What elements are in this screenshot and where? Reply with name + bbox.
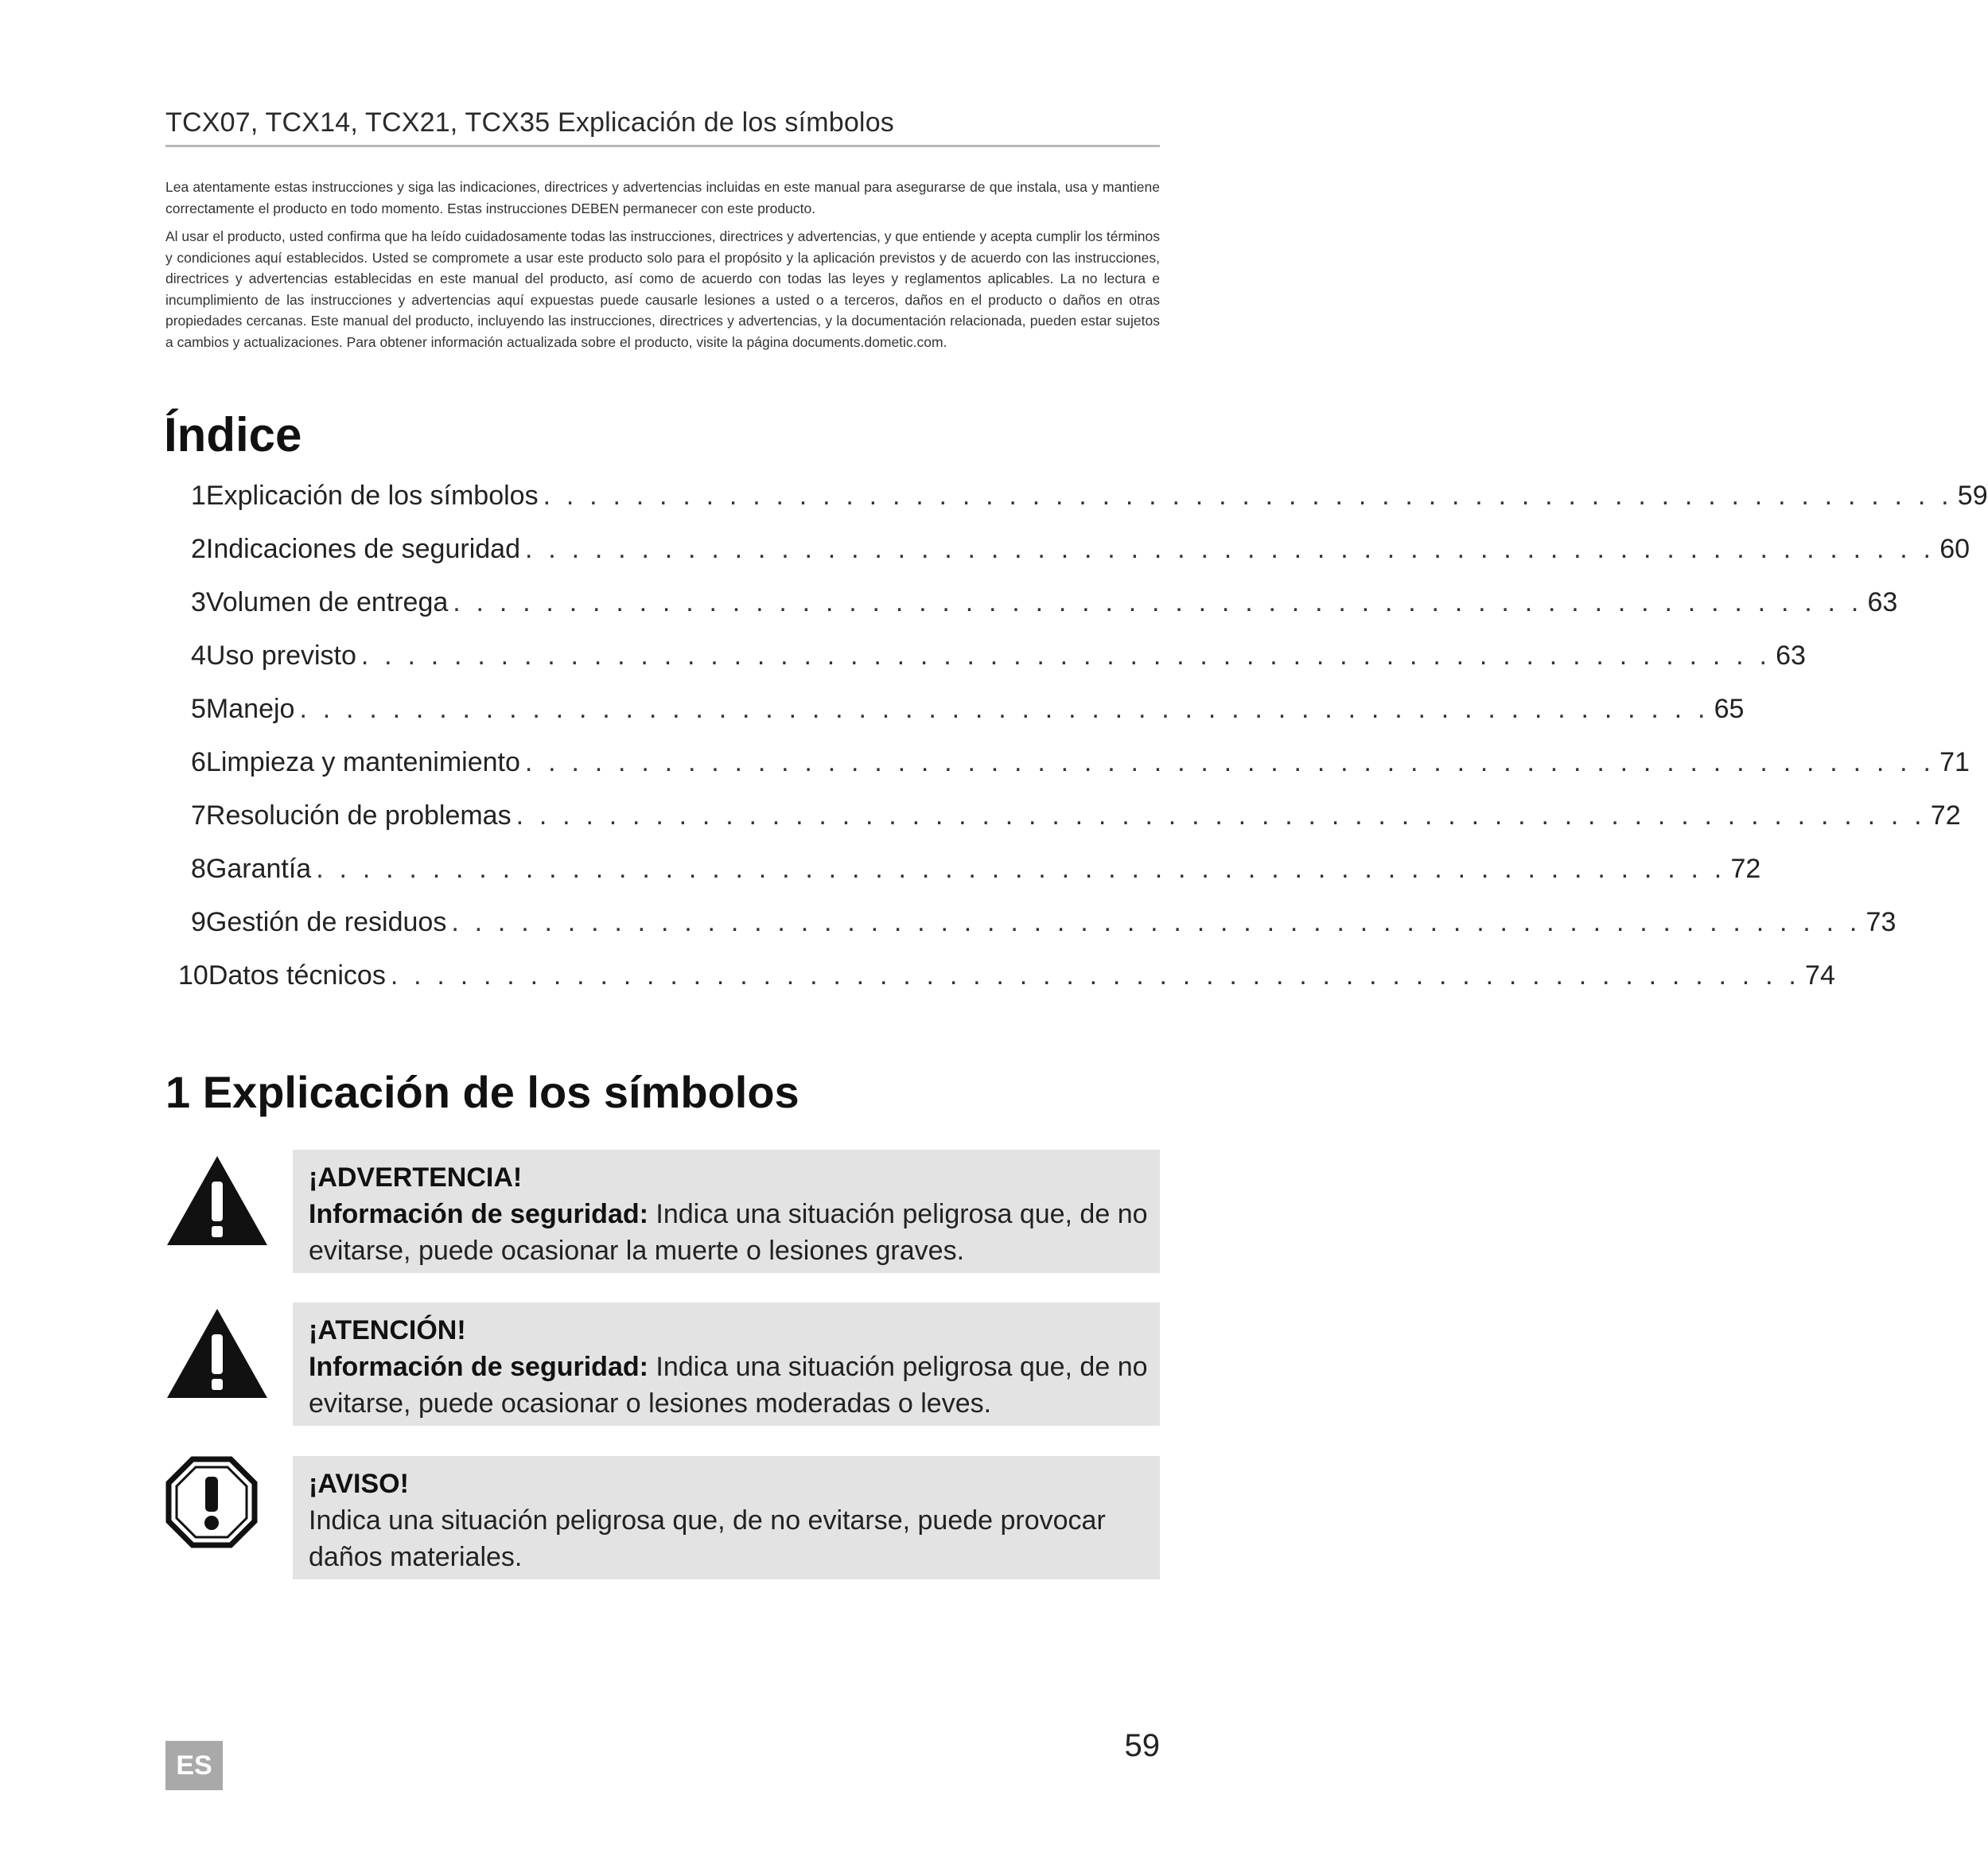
toc-leader-dots: . . . . . . . . . . . . . . . . . . . . . . . . . . . . . . . . . . . . . . . . . . . . . . . . . . . . . . . . . . . . . — [316, 854, 1726, 884]
intro-paragraph-2: Al usar el producto, usted confirma que ha leído cuidadosamente todas las instrucciones, directrices y advertencias, y que entiende y acepta cumplir los términos y condiciones aquí establecidos. Usted se compromete a usar este producto solo para el propósito y la aplicación previstos y de acuerdo con las instrucciones, directrices y advertencias establecidas en este manual del producto, así como de acuerdo con todas las leyes y reglamentos aplicables. La no lectura e incumplimiento de las instrucciones y advertencias aquí expuestas puede causarle lesiones a usted o a terceros, daños en el producto o daños en otras propiedades cercanas. Este manual del producto, incluyendo las instrucciones, directrices y advertencias, y la documentación relacionada, pueden estar sujetos a cambios y actualizaciones. Para obtener información actualizada sobre el producto, visite la página documents.dometic.com. — [165, 228, 1160, 350]
notice-heading: ¡ADVERTENCIA! — [309, 1162, 523, 1193]
caution-triangle-icon — [165, 1306, 269, 1401]
toc-entry-page: 63 — [1776, 640, 1806, 671]
toc-entry-title: Indicaciones de seguridad — [205, 534, 520, 564]
notice-heading: ¡ATENCIÓN! — [309, 1315, 466, 1345]
notice-body — [309, 1196, 1149, 1269]
toc-entry[interactable] — [191, 854, 1761, 892]
toc-entry-number: 1 — [191, 481, 206, 511]
toc-entry-number: 8 — [191, 854, 206, 884]
toc-entry-title: Volumen de entrega — [205, 587, 449, 617]
intro-block — [165, 177, 1160, 360]
toc-entry-title: Garantía — [205, 854, 312, 884]
toc-entry-number: 10 — [178, 960, 208, 991]
warning-triangle-icon — [165, 1153, 269, 1248]
toc-entry-page: 65 — [1714, 694, 1745, 724]
toc-entry[interactable] — [191, 800, 1961, 839]
toc-entry[interactable] — [191, 747, 1970, 785]
notice-box — [293, 1456, 1160, 1579]
toc-entry-number: 5 — [191, 694, 206, 724]
toc-entry-page: 74 — [1805, 960, 1835, 991]
page-number: 59 — [1124, 1728, 1160, 1763]
toc-leader-dots: . . . . . . . . . . . . . . . . . . . . . . . . . . . . . . . . . . . . . . . . . . . . . . . . . . . . . . . . . . . . . — [515, 800, 1926, 831]
notice-text: Indica una situación peligrosa que, de no evitarse, puede ocasionar o lesiones moderadas o leves. — [309, 1352, 1148, 1419]
toc-leader-dots: . . . . . . . . . . . . . . . . . . . . . . . . . . . . . . . . . . . . . . . . . . . . . . . . . . . . . . . . . . . . . — [390, 960, 1801, 991]
notice-label: Información de seguridad: — [309, 1199, 648, 1229]
toc-entry-page: 60 — [1939, 534, 1970, 564]
section-title: 1 Explicación de los símbolos — [165, 1067, 799, 1117]
language-badge: ES — [165, 1741, 223, 1790]
toc-entry-title: Explicación de los símbolos — [205, 481, 539, 511]
toc-entry-title: Uso previsto — [205, 640, 356, 671]
toc-entry-page: 59 — [1957, 481, 1988, 511]
header-divider — [165, 145, 1160, 147]
notice-body — [309, 1349, 1149, 1422]
notice-box — [293, 1150, 1160, 1273]
toc-leader-dots: . . . . . . . . . . . . . . . . . . . . . . . . . . . . . . . . . . . . . . . . . . . . . . . . . . . . . . . . . . . . . — [543, 481, 1953, 511]
toc-entry[interactable] — [191, 587, 1898, 625]
index-title: Índice — [164, 408, 302, 461]
toc-entry-title: Resolución de problemas — [205, 800, 512, 831]
running-header: TCX07, TCX14, TCX21, TCX35 Explicación de los símbolos — [165, 107, 894, 138]
toc-entry-page: 72 — [1730, 854, 1761, 884]
toc-leader-dots: . . . . . . . . . . . . . . . . . . . . . . . . . . . . . . . . . . . . . . . . . . . . . . . . . . . . . . . . . . . . . — [360, 640, 1772, 671]
toc-entry-number: 4 — [191, 640, 206, 671]
toc-entry-page: 71 — [1939, 747, 1970, 777]
toc-entry-page: 63 — [1867, 587, 1898, 617]
intro-paragraph-1: Lea atentamente estas instrucciones y siga las indicaciones, directrices y advertencias incluidas en este manual para asegurarse de que instala, usa y mantiene correctamente el producto en todo momento. Estas instrucciones DEBEN permanecer con este producto. — [165, 179, 1160, 216]
toc-leader-dots: . . . . . . . . . . . . . . . . . . . . . . . . . . . . . . . . . . . . . . . . . . . . . . . . . . . . . . . . . . . . . — [299, 694, 1710, 724]
toc-entry-number: 2 — [191, 534, 206, 564]
toc-entry-number: 6 — [191, 747, 206, 777]
notice-heading: ¡AVISO! — [309, 1469, 409, 1499]
notice-box — [293, 1302, 1160, 1426]
toc-entry[interactable] — [191, 907, 1897, 945]
toc-entry[interactable] — [191, 694, 1745, 732]
toc-entry-page: 73 — [1865, 907, 1897, 937]
toc-entry-title: Datos técnicos — [208, 960, 386, 991]
toc-entry-title: Manejo — [205, 694, 295, 724]
toc-entry[interactable] — [191, 481, 1988, 519]
toc-entry[interactable] — [178, 960, 1835, 999]
toc-entry-number: 9 — [191, 907, 206, 937]
toc-entry[interactable] — [191, 534, 1970, 572]
notice-text: Indica una situación peligrosa que, de no evitarse, puede ocasionar la muerte o lesiones graves. — [309, 1199, 1148, 1266]
notice-text: Indica una situación peligrosa que, de no evitarse, puede provocar daños materiales. — [309, 1505, 1106, 1572]
toc-leader-dots: . . . . . . . . . . . . . . . . . . . . . . . . . . . . . . . . . . . . . . . . . . . . . . . . . . . . . . . . . . . . . — [451, 907, 1862, 937]
notice-octagon-icon — [165, 1456, 258, 1548]
toc-leader-dots: . . . . . . . . . . . . . . . . . . . . . . . . . . . . . . . . . . . . . . . . . . . . . . . . . . . . . . . . . . . . . — [453, 587, 1863, 617]
toc-entry-title: Gestión de residuos — [205, 907, 447, 937]
notice-label: Información de seguridad: — [309, 1352, 648, 1382]
toc-entry-number: 3 — [191, 587, 206, 617]
toc-entry[interactable] — [191, 640, 1806, 679]
toc-entry-number: 7 — [191, 800, 206, 831]
toc-entry-title: Limpieza y mantenimiento — [205, 747, 520, 777]
toc-leader-dots: . . . . . . . . . . . . . . . . . . . . . . . . . . . . . . . . . . . . . . . . . . . . . . . . . . . . . . . . . . . . . — [524, 747, 1935, 777]
toc-entry-page: 72 — [1930, 800, 1961, 831]
toc-leader-dots: . . . . . . . . . . . . . . . . . . . . . . . . . . . . . . . . . . . . . . . . . . . . . . . . . . . . . . . . . . . . . — [524, 534, 1935, 564]
